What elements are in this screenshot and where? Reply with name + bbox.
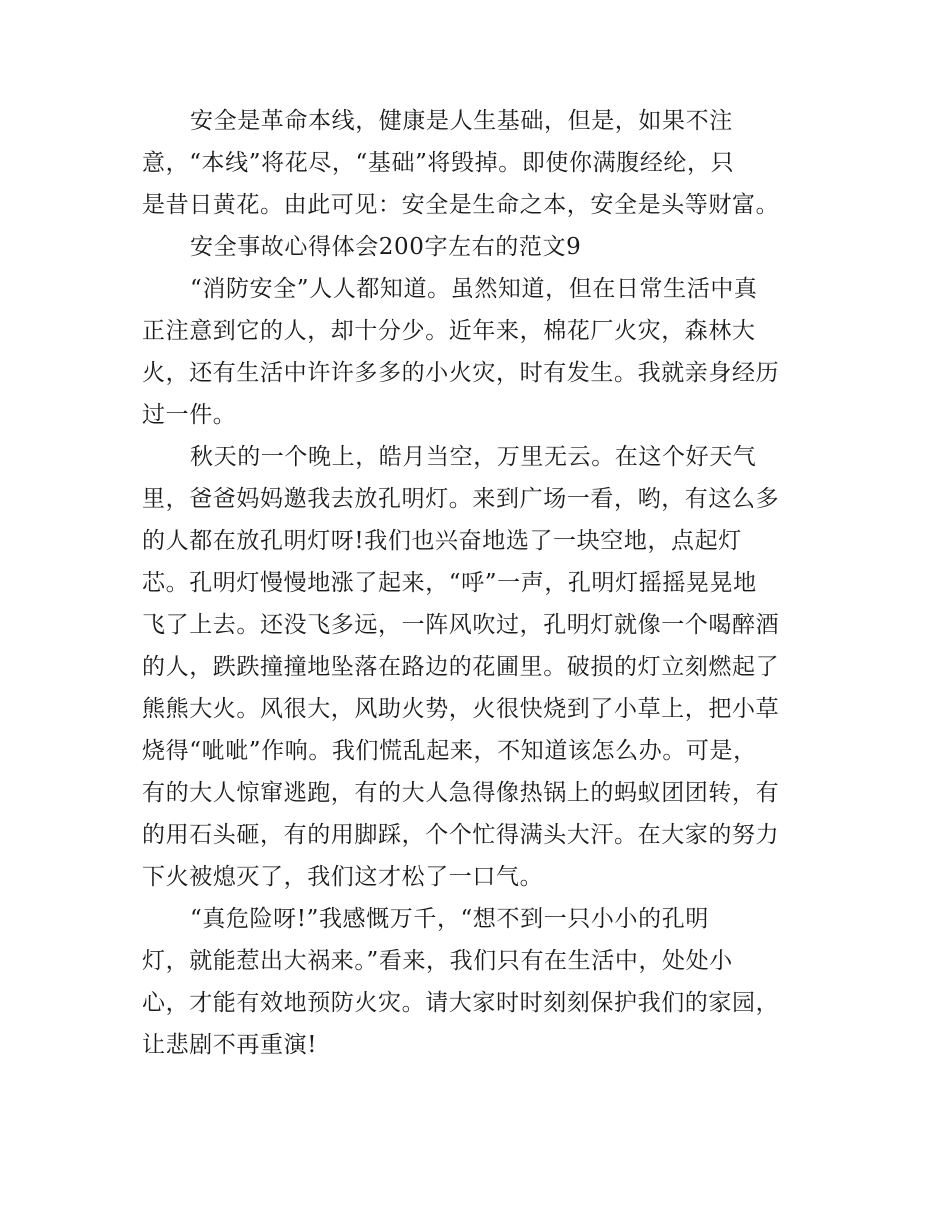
text-line: 正注意到它的人，却十分少。近年来，棉花厂火灾，森林大 <box>142 318 756 344</box>
text-line: 的人，跌跌撞撞地坠落在路边的花圃里。破损的灯立刻燃起了 <box>142 654 780 680</box>
text-line: 里，爸爸妈妈邀我去放孔明灯。来到广场一看，哟，有这么多 <box>142 486 780 512</box>
text-line: 的人都在放孔明灯呀!我们也兴奋地选了一块空地，点起灯 <box>142 528 742 554</box>
text-line: 的用石头砸，有的用脚踩，个个忙得满头大汗。在大家的努力 <box>142 822 780 848</box>
text-line: “真危险呀!”我感慨万千，“想不到一只小小的孔明 <box>190 906 709 932</box>
text-line: 安全是革命本线，健康是人生基础，但是，如果不注 <box>190 108 733 134</box>
text-line: 火，还有生活中许许多多的小火灾，时有发生。我就亲身经历 <box>142 360 780 386</box>
text-line: 下火被熄灭了，我们这才松了一口气。 <box>142 864 544 890</box>
text-line: 灯，就能惹出大祸来。”看来，我们只有在生活中，处处小 <box>142 948 733 974</box>
text-line: 秋天的一个晚上，皓月当空，万里无云。在这个好天气 <box>190 444 757 470</box>
text-line: 让悲剧不再重演! <box>142 1032 318 1058</box>
text-line: 芯。孔明灯慢慢地涨了起来，“呼”一声，孔明灯摇摇晃晃地 <box>142 570 757 596</box>
text-line: “消防安全”人人都知道。虽然知道，但在日常生活中真 <box>190 276 758 302</box>
text-line: 是昔日黄花。由此可见：安全是生命之本，安全是头等财富。 <box>142 192 780 218</box>
text-line: 过一件。 <box>142 402 237 428</box>
text-line: 意，“本线”将花尽，“基础”将毁掉。即使你满腹经纶，只 <box>142 150 735 176</box>
text-line: 熊熊大火。风很大，风助火势，火很快烧到了小草上，把小草 <box>142 696 780 722</box>
heading-line: 安全事故心得体会200字左右的范文9 <box>190 234 582 260</box>
text-line: 心，才能有效地预防火灾。请大家时时刻刻保护我们的家园， <box>142 990 780 1016</box>
text-line: 飞了上去。还没飞多远，一阵风吹过，孔明灯就像一个喝醉酒 <box>142 612 780 638</box>
text-line: 烧得“呲呲”作响。我们慌乱起来，不知道该怎么办。可是， <box>142 738 757 764</box>
text-line: 有的大人惊窜逃跑，有的大人急得像热锅上的蚂蚁团团转，有 <box>142 780 780 806</box>
